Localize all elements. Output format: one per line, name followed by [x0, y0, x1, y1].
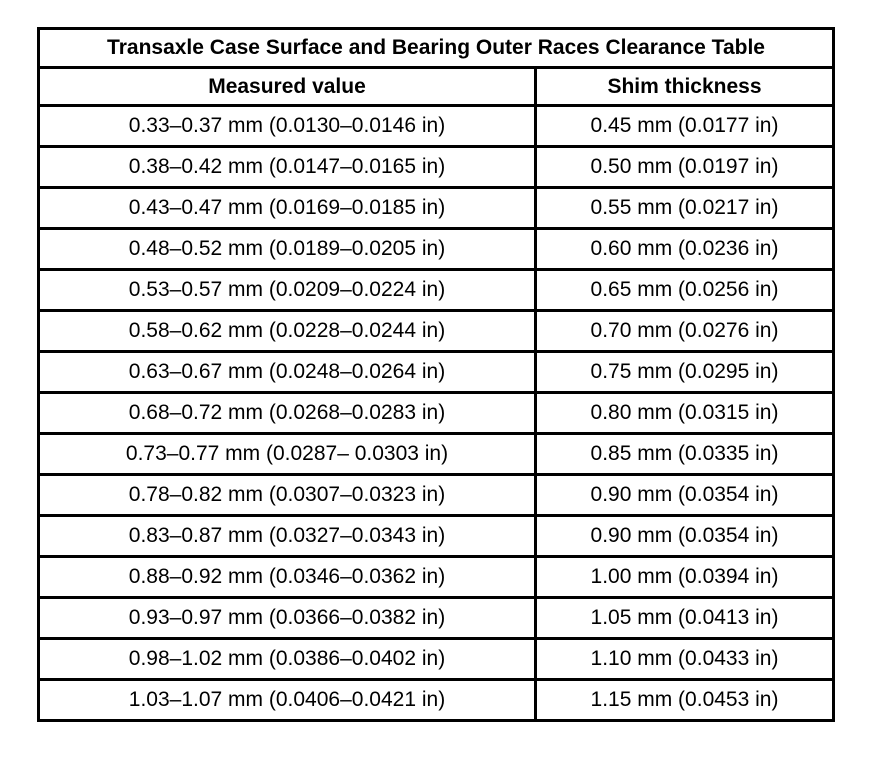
- shim-thickness-cell: 0.85 mm (0.0335 in): [536, 434, 834, 475]
- shim-thickness-cell: 0.80 mm (0.0315 in): [536, 393, 834, 434]
- measured-value-cell: 0.73–0.77 mm (0.0287– 0.0303 in): [39, 434, 536, 475]
- table-row: [39, 106, 834, 147]
- measured-value-cell: 0.83–0.87 mm (0.0327–0.0343 in): [39, 516, 536, 557]
- table-row: [39, 311, 834, 352]
- header-row: [39, 68, 834, 106]
- measured-value-cell: 0.68–0.72 mm (0.0268–0.0283 in): [39, 393, 536, 434]
- title-row: [39, 29, 834, 68]
- shim-thickness-cell: 1.15 mm (0.0453 in): [536, 680, 834, 721]
- table-row: [39, 639, 834, 680]
- table-title: Transaxle Case Surface and Bearing Outer Races Clearance Table: [39, 29, 834, 68]
- measured-value-cell: 0.98–1.02 mm (0.0386–0.0402 in): [39, 639, 536, 680]
- table-row: [39, 434, 834, 475]
- table-row: [39, 557, 834, 598]
- table-row: [39, 188, 834, 229]
- table-row: [39, 352, 834, 393]
- shim-thickness-cell: 1.10 mm (0.0433 in): [536, 639, 834, 680]
- shim-thickness-cell: 0.55 mm (0.0217 in): [536, 188, 834, 229]
- measured-value-cell: 0.43–0.47 mm (0.0169–0.0185 in): [39, 188, 536, 229]
- shim-thickness-cell: 1.00 mm (0.0394 in): [536, 557, 834, 598]
- measured-value-cell: 0.58–0.62 mm (0.0228–0.0244 in): [39, 311, 536, 352]
- measured-value-cell: 0.48–0.52 mm (0.0189–0.0205 in): [39, 229, 536, 270]
- measured-value-cell: 1.03–1.07 mm (0.0406–0.0421 in): [39, 680, 536, 721]
- shim-thickness-cell: 0.70 mm (0.0276 in): [536, 311, 834, 352]
- shim-thickness-cell: 1.05 mm (0.0413 in): [536, 598, 834, 639]
- measured-value-cell: 0.78–0.82 mm (0.0307–0.0323 in): [39, 475, 536, 516]
- table-row: [39, 598, 834, 639]
- shim-thickness-cell: 0.60 mm (0.0236 in): [536, 229, 834, 270]
- shim-thickness-cell: 0.75 mm (0.0295 in): [536, 352, 834, 393]
- table-row: [39, 516, 834, 557]
- table-row: [39, 680, 834, 721]
- shim-thickness-cell: 0.45 mm (0.0177 in): [536, 106, 834, 147]
- table-row: [39, 229, 834, 270]
- shim-thickness-cell: 0.90 mm (0.0354 in): [536, 516, 834, 557]
- measured-value-cell: 0.53–0.57 mm (0.0209–0.0224 in): [39, 270, 536, 311]
- shim-thickness-cell: 0.65 mm (0.0256 in): [536, 270, 834, 311]
- column-header-measured-value: Measured value: [39, 68, 536, 106]
- measured-value-cell: 0.33–0.37 mm (0.0130–0.0146 in): [39, 106, 536, 147]
- table-row: [39, 393, 834, 434]
- measured-value-cell: 0.63–0.67 mm (0.0248–0.0264 in): [39, 352, 536, 393]
- measured-value-cell: 0.93–0.97 mm (0.0366–0.0382 in): [39, 598, 536, 639]
- measured-value-cell: 0.38–0.42 mm (0.0147–0.0165 in): [39, 147, 536, 188]
- shim-thickness-cell: 0.90 mm (0.0354 in): [536, 475, 834, 516]
- table-row: [39, 147, 834, 188]
- column-header-shim-thickness: Shim thickness: [536, 68, 834, 106]
- table-row: [39, 270, 834, 311]
- shim-thickness-cell: 0.50 mm (0.0197 in): [536, 147, 834, 188]
- clearance-table: [37, 27, 835, 722]
- measured-value-cell: 0.88–0.92 mm (0.0346–0.0362 in): [39, 557, 536, 598]
- table-row: [39, 475, 834, 516]
